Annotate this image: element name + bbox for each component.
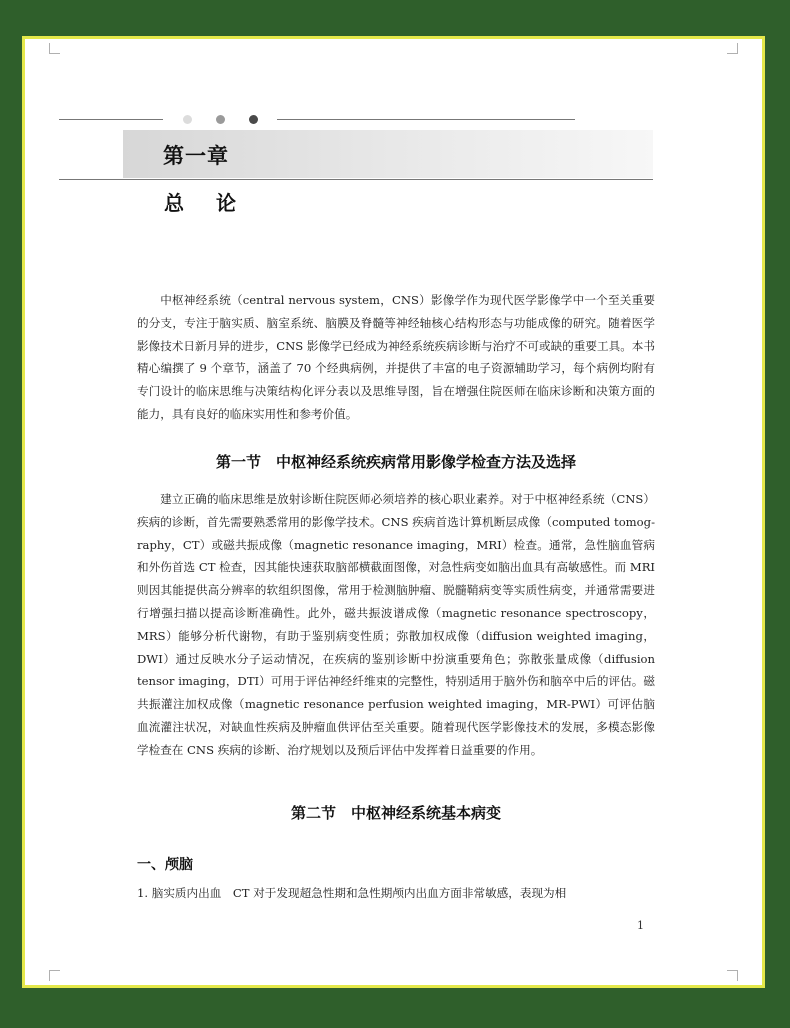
chapter-title: 总论 xyxy=(164,191,268,215)
page-number: 1 xyxy=(637,919,644,932)
crop-mark xyxy=(727,43,738,54)
page-frame xyxy=(22,36,765,988)
document-page xyxy=(25,39,762,985)
section-2-heading: 第二节 中枢神经系统基本病变 xyxy=(290,804,501,822)
header-rule-right xyxy=(277,119,575,120)
crop-mark xyxy=(727,970,738,981)
crop-mark xyxy=(49,970,60,981)
section-1-paragraph: 建立正确的临床思维是放射诊断住院医师必须培养的核心职业素养。对于中枢神经系统（CNS）疾病的诊断，首先需要熟悉常用的影像学技术。CNS 疾病首选计算机断层成像（computed tomog-raphy，CT）或磁共振成像（magnetic resonance imaging，MRI）检查。通常，急性脑血管病和外伤首选 CT 检查，因其能快速获取脑部横截面图像，对急性病变如脑出血具有高敏感性。而 MRI 则因其能提供高分辨率的软组织图像，常用于检测脑肿瘤、脱髓鞘病变等实质性病变，并通常需要进行增强扫描以提高诊断准确性。此外，磁共振波谱成像（magnetic resonance spectroscopy，MRS）能够分析代谢物，有助于鉴别病变性质；弥散加权成像（diffusion weighted imaging，DWI）通过反映水分子运动情况，在疾病的鉴别诊断中扮演重要角色；弥散张量成像（diffusion tensor imaging，DTI）可用于评估神经纤维束的完整性，特别适用于脑外伤和脑卒中后的评估。磁共振灌注加权成像（magnetic resonance perfusion weighted imaging，MR-PWI）可评估脑血流灌注状况，对缺血性疾病及肿瘤血供评估至关重要。随着现代医学影像技术的发展，多模态影像学检查在 CNS 疾病的诊断、治疗规划以及预后评估中发挥着日益重要的作用。 xyxy=(137,492,655,757)
chapter-label: 第一章 xyxy=(163,144,229,168)
list-item-1: 1. 脑实质内出血 CT 对于发现超急性期和急性期颅内出血方面非常敏感，表现为相 xyxy=(137,886,567,900)
header-dot-medium xyxy=(216,115,225,124)
section-1-heading: 第一节 中枢神经系统疾病常用影像学检查方法及选择 xyxy=(215,453,576,471)
subheading-cranium: 一、颅脑 xyxy=(137,857,193,873)
header-dot-dark xyxy=(249,115,258,124)
chapter-band xyxy=(123,130,653,178)
chapter-rule xyxy=(59,179,653,180)
header-rule-left xyxy=(59,119,163,120)
crop-mark xyxy=(49,43,60,54)
intro-paragraph: 中枢神经系统（central nervous system，CNS）影像学作为现代医学影像学中一个至关重要的分支，专注于脑实质、脑室系统、脑膜及脊髓等神经轴核心结构形态与功能成像的研究。随着医学影像技术日新月异的进步，CNS 影像学已经成为神经系统疾病诊断与治疗不可或缺的重要工具。本书精心编撰了 9 个章节，涵盖了 70 个经典病例，并提供了丰富的电子资源辅助学习，每个病例均附有专门设计的临床思维与决策结构化评分表以及思维导图，旨在增强住院医师在临床诊断和决策方面的能力，具有良好的临床实用性和参考价值。 xyxy=(137,293,655,421)
header-dot-light xyxy=(183,115,192,124)
